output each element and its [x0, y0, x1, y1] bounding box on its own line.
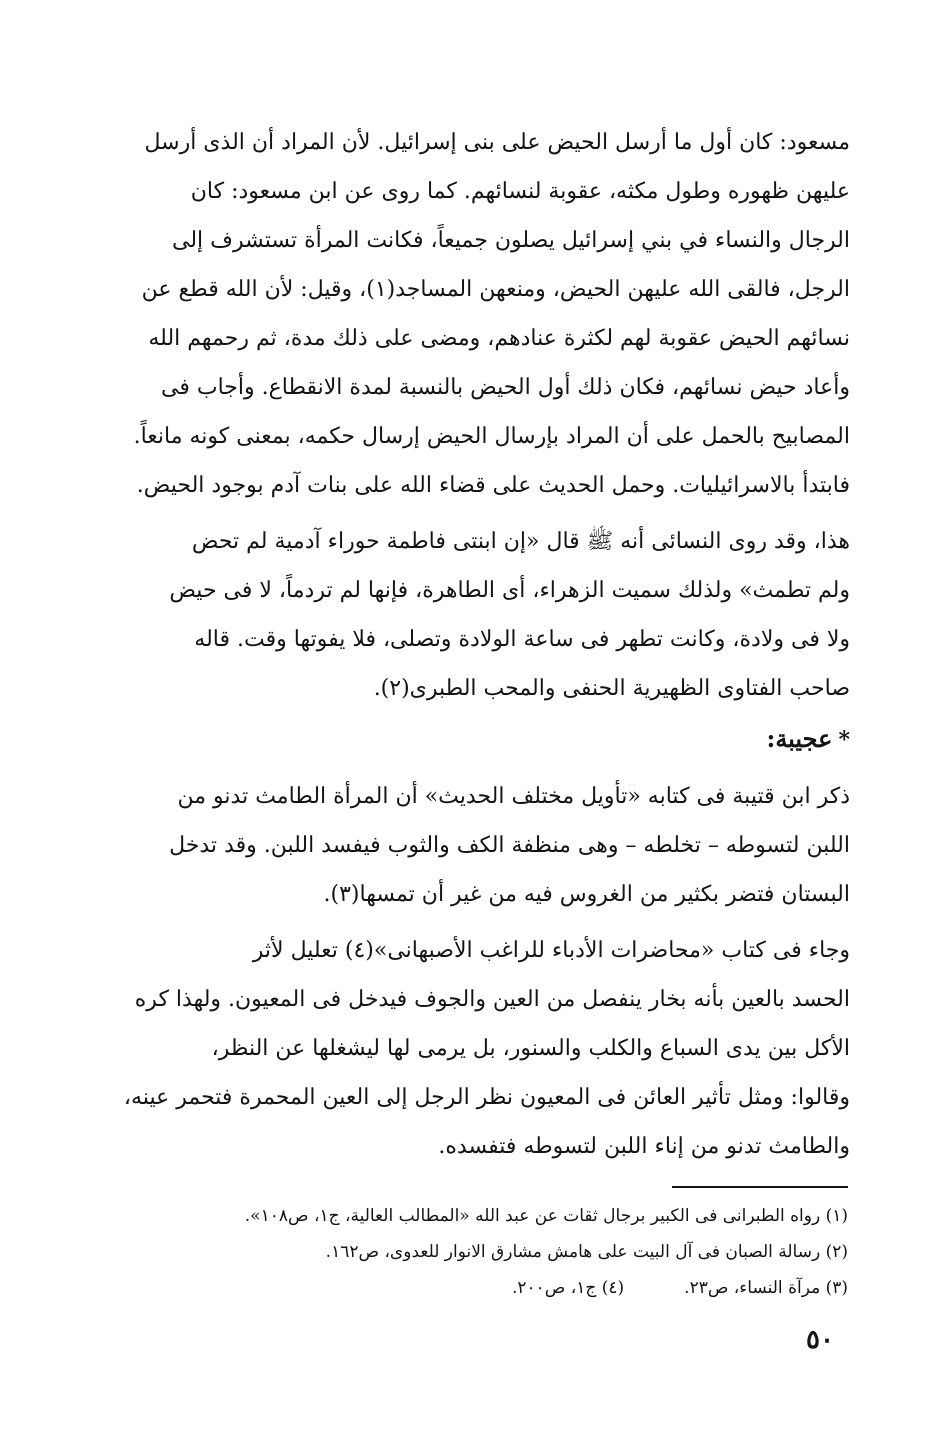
- text-line: البستان فتضر بكثير من الغروس فيه من غير أن تمسها(٣).: [323, 882, 850, 907]
- footnote-divider: [672, 1186, 848, 1188]
- text-line: الأكل بين يدى السباع والكلب والسنور، بل يرمى لها ليشغلها عن النظر،: [211, 1036, 850, 1061]
- footnote-2: (٢) رسالة الصبان فى آل البيت على هامش مشارق الانوار للعدوى، ص١٦٢.: [325, 1242, 848, 1262]
- text-line: وجاء فى كتاب «محاضرات الأدباء للراغب الأصبهانى»(٤) تعليل لأثر: [252, 938, 850, 963]
- footnote-3-4: [60, 1270, 848, 1306]
- footnotes: [60, 1198, 848, 1306]
- text-line: عليهن ظهوره وطول مكثه، عقوبة لنسائهم. كما روى عن ابن مسعود: كان: [190, 179, 850, 204]
- page-number: ٥٠: [806, 1325, 834, 1355]
- text-line: فابتدأ بالاسرائيليات. وحمل الحديث على قضاء الله على بنات آدم بوجود الحيض.: [136, 473, 850, 498]
- text-line: هذا، وقد روى النسائى أنه ﷺ قال «إن ابنتى فاطمة حوراء آدمية لم تحض: [191, 529, 850, 554]
- text-line: المصابيح بالحمل على أن المراد بإرسال الحيض إرسال حكمه، بمعنى كونه مانعاً.: [133, 424, 850, 449]
- text-line: وقالوا: ومثل تأثير العائن فى المعيون نظر الرجل إلى العين المحمرة فتحمر عينه،: [123, 1085, 850, 1110]
- text-line: وأعاد حيض نسائهم، فكان ذلك أول الحيض بالنسبة لمدة الانقطاع. وأجاب فى: [161, 375, 850, 400]
- text-line: صاحب الفتاوى الظهيرية الحنفى والمحب الطبرى(٢).: [373, 676, 850, 701]
- paragraph-2: [32, 517, 850, 713]
- text-line: الرجل، فالقى الله عليهن الحيض، ومنعهن المساجد(١)، وقيل: لأن الله قطع عن: [141, 277, 850, 302]
- paragraph-3: [32, 772, 850, 919]
- text-line: الحسد بالعين بأنه بخار ينفصل من العين والجوف فيدخل فى المعيون. ولهذا كره: [134, 987, 850, 1012]
- text-line: والطامث تدنو من إناء اللبن لتسوطه فتفسده.: [438, 1134, 850, 1159]
- main-text: [32, 118, 850, 1171]
- text-line: ذكر ابن قتيبة فى كتابه «تأويل مختلف الحديث» أن المرأة الطامث تدنو من: [177, 784, 850, 809]
- footnote-1: (١) رواه الطبرانى فى الكبير برجال ثقات عن عبد الله «المطالب العالية، ج١، ص١٠٨».: [244, 1206, 848, 1226]
- text-line: اللبن لتسوطه – تخلطه – وهى منظفة الكف والثوب فيفسد اللبن. وقد تدخل: [169, 833, 850, 858]
- section-heading: [32, 713, 850, 765]
- footnote-4: (٤) ج١، ص٢٠٠.: [511, 1278, 625, 1298]
- section-heading-title: عجيبة:: [766, 724, 833, 753]
- star-icon: *: [838, 727, 850, 753]
- text-line: ولا فى ولادة، وكانت تطهر فى ساعة الولادة وتصلى، فلا يفوتها وقت. قاله: [194, 627, 850, 652]
- paragraph-1: [32, 118, 850, 510]
- text-line: نسائهم الحيض عقوبة لهم لكثرة عنادهم، ومضى على ذلك مدة، ثم رحمهم الله: [148, 326, 850, 351]
- text-line: الرجال والنساء في بني إسرائيل يصلون جميعاً، فكانت المرأة تستشرف إلى: [172, 228, 850, 253]
- paragraph-4: [32, 926, 850, 1171]
- text-line: مسعود: كان أول ما أرسل الحيض على بنى إسرائيل. لأن المراد أن الذى أرسل: [144, 130, 850, 155]
- text-line: ولم تطمث» ولذلك سميت الزهراء، أى الطاهرة، فإنها لم تردماً، لا فى حيض: [169, 578, 850, 603]
- footnote-3: (٣) مرآة النساء، ص٢٣.: [684, 1278, 848, 1298]
